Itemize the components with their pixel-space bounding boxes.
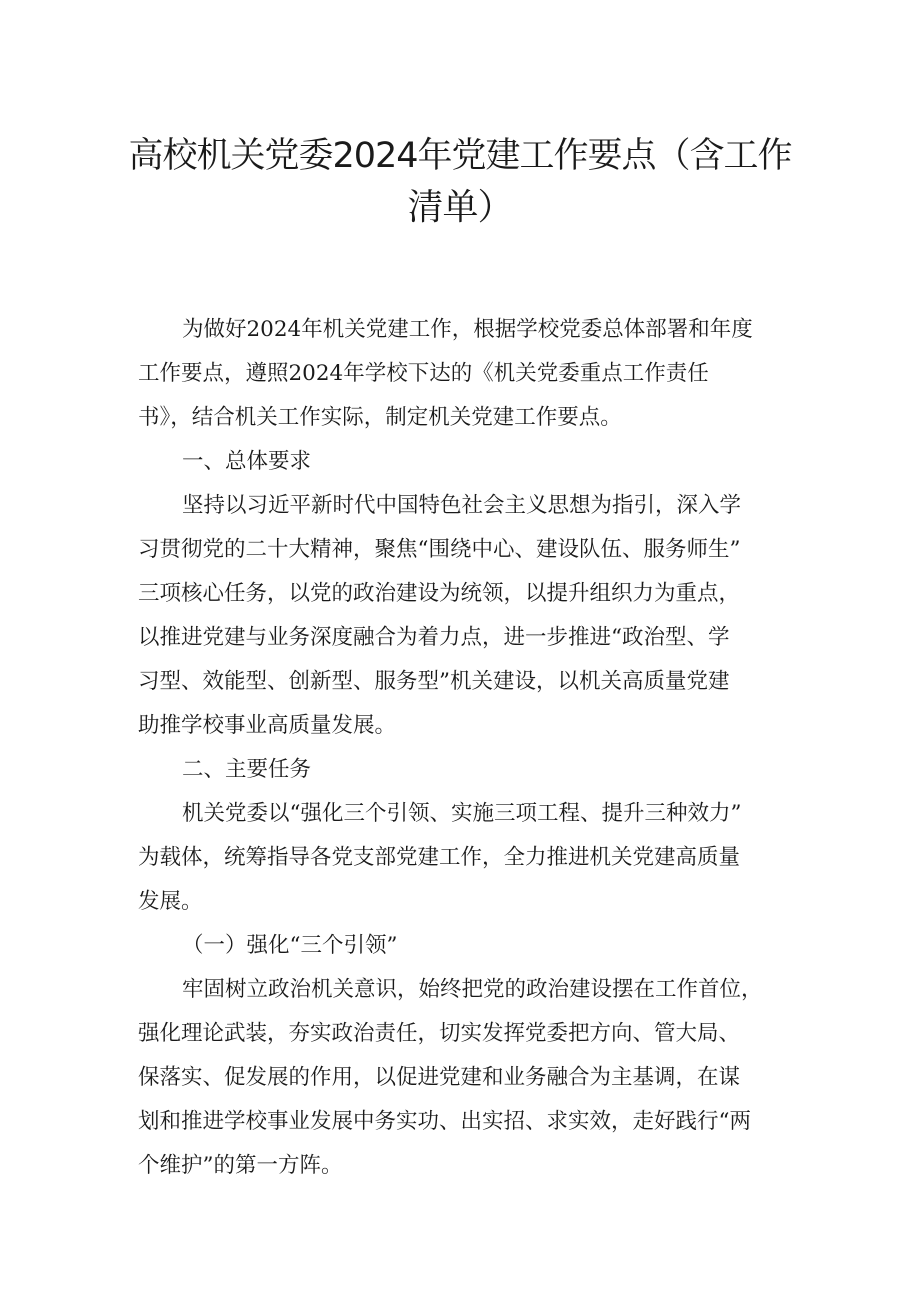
- paragraph-leads-line-2: 强化理论武装，夯实政治责任，切实发挥党委把方向、管大局、: [138, 1021, 741, 1046]
- paragraph-leads-line-5: 个维护”的第一方阵。: [138, 1153, 343, 1178]
- paragraph-general-line-2: 习贯彻党的二十大精神，聚焦“围绕中心、建设队伍、服务师生”: [138, 537, 741, 562]
- paragraph-general-line-5: 习型、效能型、创新型、服务型”机关建设，以机关高质量党建: [138, 669, 730, 694]
- paragraph-leads-line-4: 划和推进学校事业发展中务实功、出实招、求实效，走好践行“两: [138, 1109, 751, 1134]
- section-heading-main-tasks: 二、主要任务: [182, 757, 312, 782]
- document-title-line-2: 清单）: [407, 187, 513, 228]
- document-title-line-1: 高校机关党委2024年党建工作要点（含工作: [128, 136, 792, 176]
- paragraph-intro-line-2: 工作要点，遵照2024年学校下达的《机关党委重点工作责任: [138, 361, 709, 386]
- paragraph-general-line-3: 三项核心任务，以党的政治建设为统领，以提升组织力为重点，: [138, 581, 741, 606]
- paragraph-general-line-1: 坚持以习近平新时代中国特色社会主义思想为指引，深入学: [182, 493, 742, 518]
- paragraph-general-line-4: 以推进党建与业务深度融合为着力点，进一步推进“政治型、学: [138, 625, 730, 650]
- paragraph-tasks-line-2: 为载体，统筹指导各党支部党建工作，全力推进机关党建高质量: [138, 845, 741, 870]
- paragraph-leads-line-3: 保落实、促发展的作用，以促进党建和业务融合为主基调，在谋: [138, 1065, 741, 1090]
- paragraph-intro-line-1: 为做好2024年机关党建工作，根据学校党委总体部署和年度: [182, 317, 753, 342]
- paragraph-leads-line-1: 牢固树立政治机关意识，始终把党的政治建设摆在工作首位，: [182, 977, 763, 1002]
- subsection-heading-three-leads: （一）强化“三个引领”: [182, 933, 398, 958]
- paragraph-tasks-line-1: 机关党委以“强化三个引领、实施三项工程、提升三种效力”: [182, 801, 742, 826]
- section-heading-general-requirements: 一、总体要求: [182, 449, 312, 474]
- paragraph-intro-line-3: 书》，结合机关工作实际，制定机关党建工作要点。: [138, 405, 622, 430]
- paragraph-general-line-6: 助推学校事业高质量发展。: [138, 713, 397, 738]
- paragraph-tasks-line-3: 发展。: [138, 889, 203, 914]
